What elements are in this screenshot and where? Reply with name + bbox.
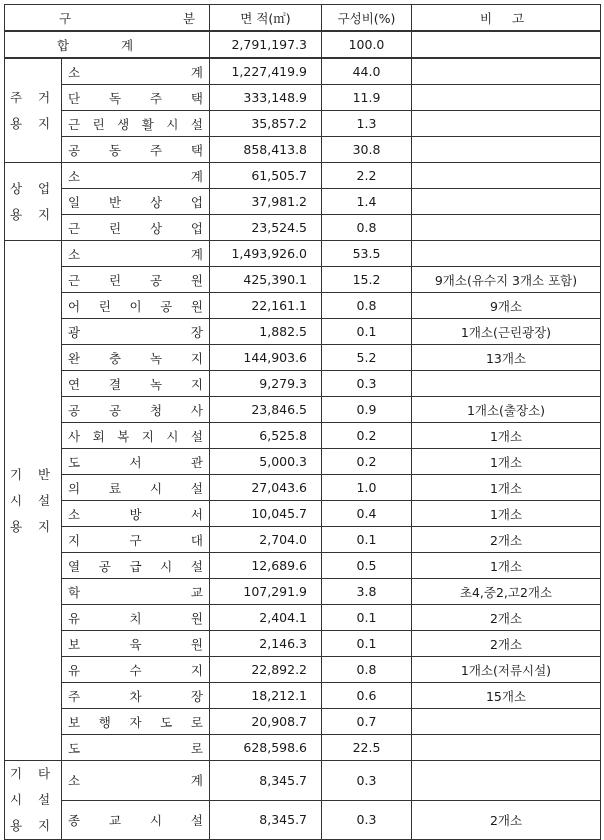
table-row (5, 345, 601, 371)
note-value: 9개소(유수지 3개소 포함) (412, 267, 601, 293)
header-area: 면 적(㎡) (210, 5, 322, 32)
item-name-text: 의 료 시 설 (68, 480, 203, 496)
item-name (62, 111, 210, 137)
item-name-text: 소 방 서 (68, 506, 203, 522)
item-name-text: 근 린 공 원 (68, 272, 203, 288)
table-row (5, 267, 601, 293)
table-row (5, 111, 601, 137)
ratio-value: 44.0 (322, 58, 412, 85)
note-value: 1개소(근린광장) (412, 319, 601, 345)
ratio-value: 0.1 (322, 527, 412, 553)
note-value (412, 58, 601, 85)
note-value: 1개소 (412, 449, 601, 475)
area-value: 37,981.2 (210, 189, 322, 215)
ratio-value: 1.0 (322, 475, 412, 501)
group-label (5, 241, 62, 761)
ratio-value: 0.3 (322, 800, 412, 840)
item-name-text: 광 장 (68, 324, 203, 340)
table-row (5, 215, 601, 241)
table-row (5, 163, 601, 189)
item-name-text: 공 공 청 사 (68, 402, 203, 418)
group-label-line: 용 지 (9, 518, 57, 534)
ratio-value: 0.2 (322, 423, 412, 449)
item-name-text: 공 동 주 택 (68, 142, 203, 158)
item-name-text: 종 교 시 설 (68, 812, 203, 828)
item-name-text: 소 계 (68, 64, 203, 80)
area-value: 35,857.2 (210, 111, 322, 137)
note-value: 2개소 (412, 631, 601, 657)
item-name (62, 657, 210, 683)
item-name-text: 소 계 (68, 773, 203, 789)
area-value: 2,704.0 (210, 527, 322, 553)
item-name (62, 449, 210, 475)
item-name (62, 553, 210, 579)
group-label-line: 기 타 (9, 766, 57, 781)
total-row (5, 31, 601, 58)
ratio-value: 0.7 (322, 709, 412, 735)
note-value (412, 735, 601, 761)
item-name (62, 241, 210, 267)
area-value: 23,524.5 (210, 215, 322, 241)
item-name (62, 397, 210, 423)
ratio-value: 0.5 (322, 553, 412, 579)
total-note (412, 31, 601, 58)
table-row (5, 605, 601, 631)
area-value: 628,598.6 (210, 735, 322, 761)
table-row (5, 800, 601, 840)
ratio-value: 0.3 (322, 371, 412, 397)
table-row (5, 735, 601, 761)
table-row (5, 319, 601, 345)
item-name (62, 527, 210, 553)
ratio-value: 0.8 (322, 215, 412, 241)
group-label-line: 상 업 (9, 180, 57, 196)
ratio-value: 11.9 (322, 85, 412, 111)
item-name-text: 보 육 원 (68, 636, 203, 652)
ratio-value: 0.8 (322, 293, 412, 319)
note-value: 1개소(출장소) (412, 397, 601, 423)
group-label (5, 58, 62, 163)
area-value: 27,043.6 (210, 475, 322, 501)
item-name-text: 사 회 복 지 시 설 (68, 428, 203, 444)
area-value: 1,493,926.0 (210, 241, 322, 267)
item-name (62, 371, 210, 397)
item-name (62, 475, 210, 501)
note-value: 1개소 (412, 501, 601, 527)
area-value: 61,505.7 (210, 163, 322, 189)
note-value: 2개소 (412, 527, 601, 553)
area-value: 2,146.3 (210, 631, 322, 657)
total-label: 합 계 (5, 31, 210, 58)
note-value (412, 137, 601, 163)
note-value (412, 709, 601, 735)
item-name-text: 유 치 원 (68, 610, 203, 626)
table-row (5, 241, 601, 267)
area-value: 333,148.9 (210, 85, 322, 111)
ratio-value: 0.1 (322, 631, 412, 657)
item-name-text: 일 반 상 업 (68, 194, 203, 210)
table-row (5, 527, 601, 553)
group-label-line: 용 지 (9, 206, 57, 222)
table-row (5, 423, 601, 449)
group-label-line: 시 설 (9, 492, 57, 508)
item-name-text: 완 충 녹 지 (68, 350, 203, 366)
table-row (5, 553, 601, 579)
item-name (62, 163, 210, 189)
table-row (5, 397, 601, 423)
table-row (5, 657, 601, 683)
item-name-text: 도 서 관 (68, 454, 203, 470)
land-use-table (4, 4, 601, 840)
table-row (5, 631, 601, 657)
item-name (62, 709, 210, 735)
item-name (62, 761, 210, 801)
group-label (5, 761, 62, 840)
item-name-text: 지 구 대 (68, 532, 203, 548)
total-area: 2,791,197.3 (210, 31, 322, 58)
item-name-text: 보 행 자 도 로 (68, 714, 203, 730)
note-value (412, 241, 601, 267)
group-label-line: 기 반 (9, 466, 57, 482)
item-name (62, 267, 210, 293)
ratio-value: 1.4 (322, 189, 412, 215)
note-value: 2개소 (412, 800, 601, 840)
note-value (412, 761, 601, 801)
ratio-value: 0.4 (322, 501, 412, 527)
note-value: 13개소 (412, 345, 601, 371)
group-label-line: 시 설 (9, 792, 57, 807)
table-row (5, 58, 601, 85)
note-value (412, 163, 601, 189)
ratio-value: 0.9 (322, 397, 412, 423)
item-name (62, 58, 210, 85)
area-value: 23,846.5 (210, 397, 322, 423)
total-ratio: 100.0 (322, 31, 412, 58)
group-label (5, 163, 62, 241)
ratio-value: 0.8 (322, 657, 412, 683)
item-name (62, 579, 210, 605)
area-value: 5,000.3 (210, 449, 322, 475)
ratio-value: 22.5 (322, 735, 412, 761)
item-name (62, 215, 210, 241)
group-label-line: 용 지 (9, 115, 57, 131)
area-value: 9,279.3 (210, 371, 322, 397)
ratio-value: 0.2 (322, 449, 412, 475)
area-value: 1,227,419.9 (210, 58, 322, 85)
item-name (62, 683, 210, 709)
ratio-value: 15.2 (322, 267, 412, 293)
note-value: 1개소 (412, 553, 601, 579)
item-name-text: 소 계 (68, 168, 203, 184)
table-row (5, 761, 601, 801)
group-label-line: 주 거 (9, 89, 57, 105)
table-row (5, 293, 601, 319)
item-name (62, 800, 210, 840)
item-name (62, 735, 210, 761)
table-row (5, 709, 601, 735)
area-value: 12,689.6 (210, 553, 322, 579)
item-name-text: 근 린 상 업 (68, 220, 203, 236)
note-value: 1개소(저류시설) (412, 657, 601, 683)
item-name (62, 189, 210, 215)
ratio-value: 2.2 (322, 163, 412, 189)
ratio-value: 3.8 (322, 579, 412, 605)
item-name (62, 319, 210, 345)
item-name-text: 소 계 (68, 246, 203, 262)
table-row (5, 475, 601, 501)
item-name (62, 345, 210, 371)
note-value: 2개소 (412, 605, 601, 631)
note-value: 1개소 (412, 475, 601, 501)
note-value: 9개소 (412, 293, 601, 319)
area-value: 20,908.7 (210, 709, 322, 735)
item-name-text: 근 린 생 활 시 설 (68, 116, 203, 132)
item-name-text: 어 린 이 공 원 (68, 298, 203, 314)
area-value: 18,212.1 (210, 683, 322, 709)
item-name (62, 605, 210, 631)
note-value (412, 371, 601, 397)
area-value: 425,390.1 (210, 267, 322, 293)
area-value: 6,525.8 (210, 423, 322, 449)
table-row (5, 501, 601, 527)
item-name (62, 137, 210, 163)
ratio-value: 0.1 (322, 319, 412, 345)
item-name-text: 학 교 (68, 584, 203, 600)
note-value (412, 189, 601, 215)
ratio-value: 0.1 (322, 605, 412, 631)
ratio-value: 53.5 (322, 241, 412, 267)
area-value: 22,892.2 (210, 657, 322, 683)
note-value (412, 111, 601, 137)
note-value: 15개소 (412, 683, 601, 709)
table-row (5, 137, 601, 163)
note-value (412, 85, 601, 111)
table-row (5, 85, 601, 111)
table-row (5, 683, 601, 709)
area-value: 107,291.9 (210, 579, 322, 605)
area-value: 22,161.1 (210, 293, 322, 319)
header-category: 구 분 (5, 5, 210, 32)
header-row (5, 5, 601, 32)
table-row (5, 189, 601, 215)
ratio-value: 0.3 (322, 761, 412, 801)
item-name (62, 293, 210, 319)
item-name (62, 423, 210, 449)
area-value: 144,903.6 (210, 345, 322, 371)
area-value: 1,882.5 (210, 319, 322, 345)
ratio-value: 1.3 (322, 111, 412, 137)
ratio-value: 5.2 (322, 345, 412, 371)
item-name (62, 85, 210, 111)
area-value: 2,404.1 (210, 605, 322, 631)
note-value (412, 215, 601, 241)
table-row (5, 449, 601, 475)
table-row (5, 579, 601, 605)
ratio-value: 0.6 (322, 683, 412, 709)
note-value: 1개소 (412, 423, 601, 449)
ratio-value: 30.8 (322, 137, 412, 163)
area-value: 8,345.7 (210, 761, 322, 801)
item-name-text: 열 공 급 시 설 (68, 558, 203, 574)
area-value: 8,345.7 (210, 800, 322, 840)
table-row (5, 371, 601, 397)
area-value: 858,413.8 (210, 137, 322, 163)
group-label-line: 용 지 (9, 818, 57, 833)
header-ratio: 구성비(%) (322, 5, 412, 32)
item-name-text: 유 수 지 (68, 662, 203, 678)
area-value: 10,045.7 (210, 501, 322, 527)
item-name-text: 도 로 (68, 740, 203, 756)
item-name (62, 631, 210, 657)
item-name (62, 501, 210, 527)
header-note: 비 고 (412, 5, 601, 32)
item-name-text: 단 독 주 택 (68, 90, 203, 106)
item-name-text: 주 차 장 (68, 688, 203, 704)
note-value: 초4,중2,고2개소 (412, 579, 601, 605)
item-name-text: 연 결 녹 지 (68, 376, 203, 392)
